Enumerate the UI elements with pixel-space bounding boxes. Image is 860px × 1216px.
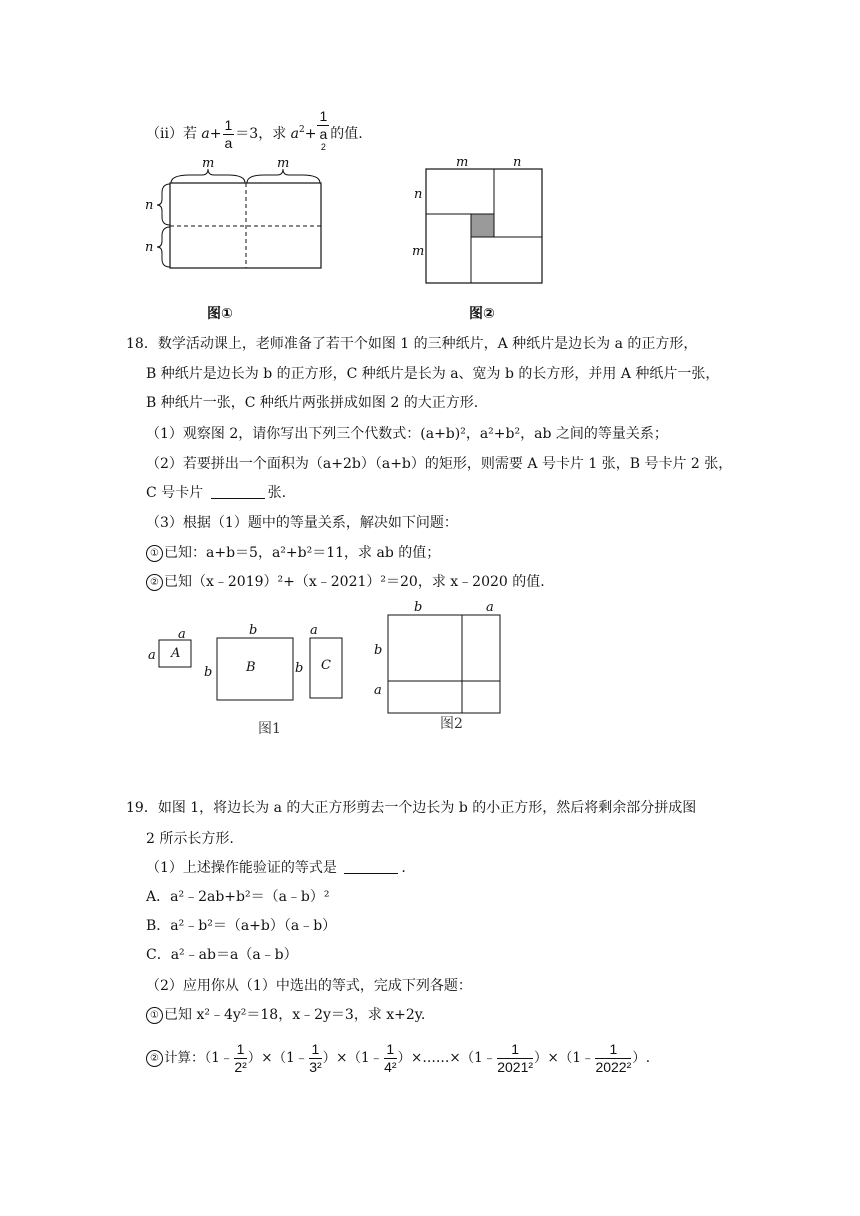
circled-2: ② <box>146 574 163 591</box>
figure-17-1 <box>145 156 321 268</box>
card-a-left: a <box>148 648 156 663</box>
fig18-2-top-b: b <box>414 600 423 615</box>
fraction-1-over-2022sq: $\frac{1}{\text{2022²}}$ <box>595 1041 632 1075</box>
fig17-label-m-1: m <box>202 156 215 171</box>
card-b-top: b <box>249 623 258 638</box>
q18-part-2b: C 号卡片 张. <box>146 485 287 501</box>
q19-part-2b: ② 计算：（1﹣ $\frac{1}{\text{2²}}$ ）×（1﹣ $\frac{1}{\text{3²}}$ ）×（1﹣ $\frac{1}{\text{4²}}$ ）×……×（1﹣ $\frac{1}{\text{2021²}}$ ）×（1﹣ $\frac{1}{\text{2022²}}$ ）. <box>146 1041 650 1076</box>
q18-line-3: B 种纸片一张，C 种纸片两张拼成如图 2 的大正方形. <box>146 395 479 411</box>
fig17-2-left-m: m <box>412 244 425 259</box>
figure-17 <box>140 155 560 325</box>
fig18-2-left-b: b <box>374 643 383 658</box>
card-b-label: B <box>246 660 256 675</box>
fraction-1-over-2sq: $\frac{1}{\text{2²}}$ <box>234 1041 247 1075</box>
fig18-caption-1: 图1 <box>258 721 281 737</box>
figure-18-2 <box>374 600 500 713</box>
fig17-caption-1: 图① <box>207 306 233 322</box>
fig17-label-m-2: m <box>277 156 290 171</box>
fig17-label-n-1: n <box>145 198 154 213</box>
q19-part-2: （2）应用你从（1）中选出的等式，完成下列各题： <box>146 978 472 994</box>
card-a-label: A <box>171 646 181 661</box>
fig17-2-left-n: n <box>414 187 423 202</box>
q18-part-2: （2）若要拼出一个面积为（a+2b）（a+b）的矩形，则需要 A 号卡片 1 张，B 号卡片 2 张， <box>146 456 733 472</box>
q18-part-3b: ② 已知（x﹣2019）²+（x﹣2021）²＝20，求 x﹣2020 的值. <box>146 572 545 592</box>
fig18-caption-2: 图2 <box>440 716 463 732</box>
q19-line-2: 2 所示长方形. <box>146 831 234 847</box>
card-c-left: b <box>295 661 304 676</box>
fraction-1-over-4sq: $\frac{1}{\text{4²}}$ <box>384 1041 397 1075</box>
q19-option-c: C．a²﹣ab＝a（a﹣b） <box>146 947 298 963</box>
circled-1: ① <box>146 545 163 562</box>
q19-part-2a: ① 已知 x²﹣4y²＝18，x﹣2y＝3，求 x+2y. <box>146 1005 425 1025</box>
q18-part-3a: ① 已知：a+b＝5，a²+b²＝11，求 ab 的值； <box>146 543 440 563</box>
figure-18 <box>140 596 520 741</box>
circled-2: ② <box>146 1050 163 1067</box>
fig17-2-top-n: n <box>513 155 522 170</box>
fraction-1-over-a: $\frac{1}{a}$ <box>224 116 233 151</box>
q19-option-b: B．a²﹣b²＝（a+b）（a﹣b） <box>146 918 337 934</box>
q19-line-1: 19．如图 1，将边长为 a 的大正方形剪去一个边长为 b 的小正方形，然后将剩余部分拼成图 <box>126 800 697 816</box>
q19-option-a: A．a²﹣2ab+b²＝（a﹣b）² <box>146 889 330 905</box>
card-a-top: a <box>178 627 186 642</box>
circled-1: ① <box>146 1007 163 1024</box>
card-c-top: a <box>310 623 318 638</box>
fig17-2-top-m: m <box>456 155 469 170</box>
figure-18-1 <box>148 623 342 700</box>
card-c-label: C <box>321 658 331 673</box>
q18-line-1: 18．数学活动课上，老师准备了若干个如图 1 的三种纸片，A 种纸片是边长为 a 的正方形， <box>126 336 698 352</box>
answer-blank[interactable] <box>211 484 265 499</box>
q18-part-3: （3）根据（1）题中的等量关系，解决如下问题： <box>146 515 458 531</box>
fraction-1-over-3sq: $\frac{1}{\text{3²}}$ <box>309 1041 322 1075</box>
figure-17-2 <box>412 155 542 283</box>
fig17-label-n-2: n <box>145 240 154 255</box>
fraction-1-over-a2: 1 a $^2$ <box>319 108 328 152</box>
q17-part-ii: （ii）若 a+ $\frac{1}{a}$ ＝3，求 $a^2+$ 1 a $^2$ 的值. <box>146 108 363 160</box>
q18-line-2: B 种纸片是边长为 b 的正方形，C 种纸片是长为 a、宽为 b 的长方形，并用 A 种纸片一张， <box>146 366 720 382</box>
fraction-1-over-2021sq: $\frac{1}{\text{2021²}}$ <box>497 1041 534 1075</box>
fig18-2-left-a: a <box>374 683 382 698</box>
fig18-2-top-a: a <box>486 600 494 615</box>
card-b-left: b <box>204 665 213 680</box>
q18-part-1: （1）观察图 2，请你写出下列三个代数式：(a+b)²，a²+b²，ab 之间的等量关系； <box>146 426 668 442</box>
answer-blank[interactable] <box>344 859 398 874</box>
q19-part-1: （1）上述操作能验证的等式是 . <box>146 860 406 876</box>
fig17-caption-2: 图② <box>469 306 495 322</box>
